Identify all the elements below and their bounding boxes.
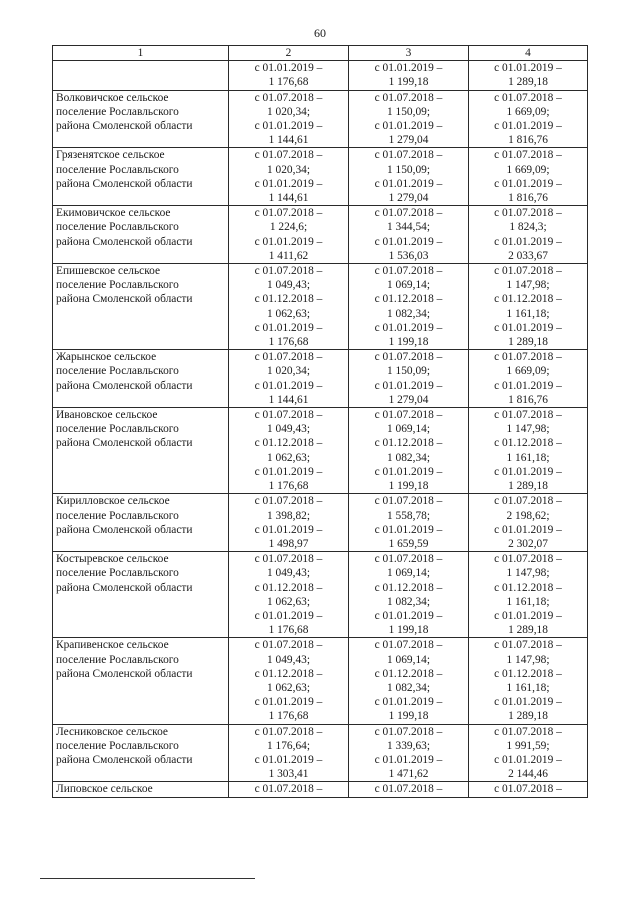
tariff-cell-col3 bbox=[349, 206, 469, 264]
tariff-cell-col2-line: с 01.01.2019 – bbox=[254, 321, 323, 334]
tariff-cell-col3-line: с 01.07.2018 – bbox=[374, 149, 443, 162]
tariff-cell-col2-line: 1 144,61 bbox=[268, 192, 309, 205]
tariff-cell-col2-line: с 01.07.2018 – bbox=[254, 639, 323, 652]
tariff-cell-col2-line: с 01.12.2018 – bbox=[254, 437, 323, 450]
tariff-cell-col4-line: 1 289,18 bbox=[508, 336, 548, 349]
column-header: 2 bbox=[229, 46, 349, 61]
settlement-name-cell-line: поселение Рославльского bbox=[56, 365, 179, 378]
tariff-cell-col4-line: с 01.01.2019 – bbox=[494, 379, 562, 392]
tariff-cell-col3-line: с 01.07.2018 – bbox=[374, 265, 443, 278]
settlement-name-cell bbox=[53, 350, 229, 408]
tariff-cell-col2-line: 1 049,43; bbox=[266, 567, 311, 580]
tariff-cell-col2-line: 1 176,68 bbox=[268, 480, 309, 493]
tariff-cell-col3-line: 1 082,34; bbox=[386, 451, 431, 464]
tariff-cell-col2-line: 1 176,68 bbox=[268, 624, 309, 637]
tariff-cell-col3 bbox=[349, 494, 469, 552]
tariff-cell-col3 bbox=[349, 61, 469, 90]
tariff-cell-col3-line: 1 279,04 bbox=[388, 393, 429, 406]
table-row bbox=[53, 350, 588, 408]
tariff-cell-col4-line: с 01.07.2018 – bbox=[494, 495, 562, 508]
tariff-cell-col4-line: 1 161,18; bbox=[506, 681, 550, 694]
tariff-cell-col2-line: с 01.07.2018 – bbox=[254, 207, 323, 220]
tariff-cell-col4-line: 1 816,76 bbox=[508, 192, 548, 205]
tariff-cell-col3-line: 1 199,18 bbox=[388, 336, 429, 349]
tariff-cell-col3-line: с 01.01.2019 – bbox=[374, 62, 443, 75]
tariff-cell-col4-line: 1 289,18 bbox=[508, 76, 548, 89]
tariff-cell-col3-line: 1 279,04 bbox=[388, 134, 429, 147]
tariff-cell-col2-line: с 01.01.2019 – bbox=[254, 177, 323, 190]
page-number: 60 bbox=[314, 26, 326, 40]
table-row bbox=[53, 206, 588, 264]
tariff-cell-col3-line: с 01.07.2018 – bbox=[374, 783, 443, 796]
tariff-cell-col4-line: с 01.01.2019 – bbox=[494, 753, 562, 766]
tariff-cell-col2 bbox=[229, 782, 349, 797]
tariff-cell-col3-line: 1 069,14; bbox=[386, 567, 431, 580]
tariff-cell-col3-line: 1 082,34; bbox=[386, 595, 431, 608]
settlement-name-cell bbox=[53, 61, 229, 90]
tariff-cell-col4 bbox=[469, 408, 588, 494]
tariff-cell-col4-line: 1 669,09; bbox=[506, 365, 550, 378]
table-row bbox=[53, 148, 588, 206]
tariff-cell-col2 bbox=[229, 494, 349, 552]
tariff-cell-col4 bbox=[469, 350, 588, 408]
tariff-cell-col2-line: с 01.01.2019 – bbox=[254, 120, 323, 133]
tariff-cell-col3-line: с 01.07.2018 – bbox=[374, 91, 443, 104]
table-row bbox=[53, 724, 588, 782]
tariff-cell-col2 bbox=[229, 638, 349, 724]
tariff-cell-col2 bbox=[229, 206, 349, 264]
tariff-cell-col2-line: 1 224,6; bbox=[269, 221, 308, 234]
tariff-cell-col2-line: 1 049,43; bbox=[266, 423, 311, 436]
tariff-cell-col2 bbox=[229, 148, 349, 206]
settlement-name-cell bbox=[53, 206, 229, 264]
tariff-cell-col3 bbox=[349, 724, 469, 782]
tariff-cell-col2-line: 1 176,64; bbox=[266, 739, 311, 752]
tariff-cell-col3-line: 1 069,14; bbox=[386, 423, 431, 436]
tariff-cell-col2-line: с 01.07.2018 – bbox=[254, 783, 323, 796]
tariff-cell-col4-line: с 01.01.2019 – bbox=[494, 120, 562, 133]
tariff-cell-col3-line: с 01.01.2019 – bbox=[374, 465, 443, 478]
settlement-name-cell-line: района Смоленской области bbox=[56, 177, 193, 190]
tariff-cell-col4-line: 1 161,18; bbox=[506, 595, 550, 608]
tariff-cell-col2-line: с 01.01.2019 – bbox=[254, 235, 323, 248]
settlement-name-cell-line: поселение Рославльского bbox=[56, 423, 179, 436]
settlement-name-cell-line: Волковичское сельское bbox=[56, 91, 169, 104]
tariff-cell-col4-line: с 01.01.2019 – bbox=[494, 321, 562, 334]
tariff-cell-col2-line: с 01.01.2019 – bbox=[254, 465, 323, 478]
tariff-cell-col4 bbox=[469, 90, 588, 148]
table-row bbox=[53, 264, 588, 350]
settlement-name-cell-line: поселение Рославльского bbox=[56, 509, 179, 522]
tariff-cell-col3-line: с 01.01.2019 – bbox=[374, 523, 443, 536]
settlement-name-cell-line: Кирилловское сельское bbox=[56, 495, 170, 508]
tariff-cell-col4 bbox=[469, 638, 588, 724]
tariff-cell-col4-line: с 01.07.2018 – bbox=[494, 639, 562, 652]
tariff-cell-col4-line: с 01.01.2019 – bbox=[494, 609, 562, 622]
tariff-cell-col2-line: 1 144,61 bbox=[268, 134, 309, 147]
tariff-cell-col3-line: 1 150,09; bbox=[386, 105, 431, 118]
tariff-cell-col3-line: с 01.01.2019 – bbox=[374, 120, 443, 133]
table-row bbox=[53, 552, 588, 638]
tariff-cell-col3-line: 1 069,14; bbox=[386, 279, 431, 292]
tariff-cell-col2 bbox=[229, 350, 349, 408]
settlement-name-cell-line: района Смоленской области bbox=[56, 523, 193, 536]
tariff-cell-col3-line: 1 199,18 bbox=[388, 710, 429, 723]
tariff-cell-col4-line: 1 289,18 bbox=[508, 710, 548, 723]
tariff-cell-col3-line: с 01.01.2019 – bbox=[374, 177, 443, 190]
settlement-name-cell-line: Епишевское сельское bbox=[56, 265, 161, 278]
tariff-cell-col4-line: с 01.01.2019 – bbox=[494, 523, 562, 536]
tariff-cell-col3-line: 1 082,34; bbox=[386, 307, 431, 320]
tariff-cell-col3-line: с 01.07.2018 – bbox=[374, 495, 443, 508]
settlement-name-cell-line: поселение Рославльского bbox=[56, 221, 179, 234]
tariff-cell-col2-line: с 01.01.2019 – bbox=[254, 753, 323, 766]
tariff-cell-col3-line: 1 659,59 bbox=[388, 537, 429, 550]
tariff-cell-col4-line: 1 289,18 bbox=[508, 624, 548, 637]
tariff-cell-col3-line: с 01.07.2018 – bbox=[374, 639, 443, 652]
tariff-cell-col3-line: с 01.01.2019 – bbox=[374, 379, 443, 392]
settlement-name-cell-line: района Смоленской области bbox=[56, 437, 193, 450]
settlement-name-cell bbox=[53, 148, 229, 206]
tariff-cell-col2-line: с 01.07.2018 – bbox=[254, 149, 323, 162]
settlement-name-cell-line: Ивановское сельское bbox=[56, 409, 158, 422]
settlement-name-cell-line: района Смоленской области bbox=[56, 667, 193, 680]
tariff-cell-col3-line: с 01.07.2018 – bbox=[374, 725, 443, 738]
settlement-name-cell-line: Грязенятское сельское bbox=[56, 149, 165, 162]
tariff-cell-col2-line: 1 049,43; bbox=[266, 279, 311, 292]
settlement-name-cell-line: района Смоленской области bbox=[56, 235, 193, 248]
tariff-cell-col4-line: с 01.01.2019 – bbox=[494, 235, 562, 248]
tariff-cell-col3 bbox=[349, 350, 469, 408]
settlement-name-cell-line: поселение Рославльского bbox=[56, 739, 179, 752]
settlement-name-cell-line: Лесниковское сельское bbox=[56, 725, 168, 738]
tariff-cell-col4-line: 2 198,62; bbox=[506, 509, 550, 522]
tariff-cell-col2-line: с 01.01.2019 – bbox=[254, 62, 323, 75]
settlement-name-cell-line: района Смоленской области bbox=[56, 120, 193, 133]
tariff-cell-col2-line: 1 020,34; bbox=[266, 365, 311, 378]
tariff-cell-col2 bbox=[229, 552, 349, 638]
tariff-cell-col3-line: с 01.01.2019 – bbox=[374, 753, 443, 766]
tariff-cell-col4 bbox=[469, 264, 588, 350]
tariff-cell-col4 bbox=[469, 206, 588, 264]
table-row bbox=[53, 494, 588, 552]
tariff-cell-col2-line: 1 398,82; bbox=[266, 509, 311, 522]
tariff-cell-col3-line: 1 199,18 bbox=[388, 480, 429, 493]
settlement-name-cell-line: Костыревское сельское bbox=[56, 553, 169, 566]
tariff-cell-col3 bbox=[349, 408, 469, 494]
settlement-name-cell bbox=[53, 494, 229, 552]
tariff-cell-col3-line: с 01.07.2018 – bbox=[374, 409, 443, 422]
tariff-cell-col2-line: с 01.07.2018 – bbox=[254, 553, 323, 566]
tariff-cell-col3-line: 1 150,09; bbox=[386, 365, 431, 378]
tariff-cell-col3-line: с 01.01.2019 – bbox=[374, 609, 443, 622]
tariff-cell-col4-line: 1 147,98; bbox=[506, 423, 550, 436]
tariff-cell-col4 bbox=[469, 61, 588, 90]
tariff-cell-col4-line: с 01.01.2019 – bbox=[494, 62, 562, 75]
tariff-cell-col3 bbox=[349, 638, 469, 724]
tariff-cell-col2-line: 1 176,68 bbox=[268, 710, 309, 723]
tariff-cell-col2-line: 1 049,43; bbox=[266, 653, 311, 666]
tariff-cell-col3 bbox=[349, 782, 469, 797]
tariff-cell-col2 bbox=[229, 264, 349, 350]
tariff-cell-col4-line: 2 302,07 bbox=[508, 537, 548, 550]
settlement-name-cell bbox=[53, 408, 229, 494]
settlement-name-cell-line: района Смоленской области bbox=[56, 293, 193, 306]
tariff-cell-col4 bbox=[469, 552, 588, 638]
tariff-cell-col3-line: с 01.12.2018 – bbox=[374, 293, 443, 306]
settlement-name-cell-line: Липовское сельское bbox=[56, 783, 153, 796]
settlement-name-cell-line: Екимовичское сельское bbox=[56, 207, 171, 220]
tariff-cell-col2-line: с 01.07.2018 – bbox=[254, 91, 323, 104]
tariff-cell-col4-line: 1 147,98; bbox=[506, 653, 550, 666]
tariff-cell-col4-line: 1 669,09; bbox=[506, 105, 550, 118]
tariff-cell-col3-line: 1 471,62 bbox=[388, 768, 429, 781]
settlement-name-cell-line: района Смоленской области bbox=[56, 581, 193, 594]
tariff-cell-col3 bbox=[349, 148, 469, 206]
tariff-cell-col4-line: с 01.07.2018 – bbox=[494, 725, 562, 738]
tariff-cell-col3-line: с 01.01.2019 – bbox=[374, 696, 443, 709]
tariff-cell-col4-line: с 01.07.2018 – bbox=[494, 149, 562, 162]
column-header: 4 bbox=[469, 46, 588, 61]
tariff-cell-col4-line: с 01.01.2019 – bbox=[494, 465, 562, 478]
tariff-cell-col2-line: с 01.07.2018 – bbox=[254, 725, 323, 738]
table-row bbox=[53, 408, 588, 494]
tariff-cell-col4-line: 2 144,46 bbox=[508, 768, 548, 781]
tariff-cell-col4-line: с 01.07.2018 – bbox=[494, 207, 562, 220]
table-body bbox=[53, 61, 588, 797]
tariff-cell-col4-line: с 01.12.2018 – bbox=[494, 581, 562, 594]
settlement-name-cell bbox=[53, 264, 229, 350]
tariff-cell-col3-line: 1 199,18 bbox=[388, 624, 429, 637]
settlement-name-cell-line: района Смоленской области bbox=[56, 753, 193, 766]
tariff-cell-col4-line: с 01.07.2018 – bbox=[494, 409, 562, 422]
tariff-cell-col2-line: 1 062,63; bbox=[266, 681, 311, 694]
tariff-cell-col4 bbox=[469, 148, 588, 206]
tariff-cell-col2-line: 1 303,41 bbox=[268, 768, 309, 781]
tariff-cell-col4-line: с 01.12.2018 – bbox=[494, 667, 562, 680]
header-row bbox=[53, 46, 588, 61]
tariff-cell-col3-line: с 01.07.2018 – bbox=[374, 351, 443, 364]
tariff-cell-col4 bbox=[469, 494, 588, 552]
tariff-cell-col2-line: с 01.01.2019 – bbox=[254, 523, 323, 536]
tariff-cell-col3-line: 1 536,03 bbox=[388, 249, 429, 262]
tariff-cell-col3-line: 1 339,63; bbox=[386, 739, 431, 752]
tariff-cell-col3-line: с 01.12.2018 – bbox=[374, 581, 443, 594]
tariff-cell-col4-line: 1 161,18; bbox=[506, 451, 550, 464]
tariff-cell-col2-line: 1 062,63; bbox=[266, 451, 311, 464]
tariff-cell-col2-line: с 01.07.2018 – bbox=[254, 351, 323, 364]
tariff-cell-col2-line: 1 062,63; bbox=[266, 595, 311, 608]
tariff-cell-col3 bbox=[349, 264, 469, 350]
tariff-table bbox=[52, 45, 588, 798]
settlement-name-cell-line: поселение Рославльского bbox=[56, 163, 179, 176]
settlement-name-cell-line: района Смоленской области bbox=[56, 379, 193, 392]
tariff-cell-col4 bbox=[469, 724, 588, 782]
tariff-cell-col2-line: 1 062,63; bbox=[266, 307, 311, 320]
settlement-name-cell-line: Жарынское сельское bbox=[56, 351, 157, 364]
tariff-cell-col2 bbox=[229, 408, 349, 494]
tariff-cell-col4-line: с 01.07.2018 – bbox=[494, 265, 562, 278]
tariff-cell-col3 bbox=[349, 90, 469, 148]
column-header: 1 bbox=[53, 46, 229, 61]
settlement-name-cell bbox=[53, 90, 229, 148]
tariff-cell-col4-line: 1 289,18 bbox=[508, 480, 548, 493]
column-header: 3 bbox=[349, 46, 469, 61]
tariff-cell-col3-line: с 01.07.2018 – bbox=[374, 207, 443, 220]
tariff-cell-col2 bbox=[229, 61, 349, 90]
table-row bbox=[53, 90, 588, 148]
tariff-cell-col2-line: с 01.12.2018 – bbox=[254, 581, 323, 594]
tariff-cell-col4-line: с 01.01.2019 – bbox=[494, 177, 562, 190]
tariff-cell-col4-line: с 01.07.2018 – bbox=[494, 553, 562, 566]
settlement-name-cell-line: поселение Рославльского bbox=[56, 105, 179, 118]
tariff-cell-col4-line: 1 991,59; bbox=[506, 739, 550, 752]
settlement-name-cell-line: поселение Рославльского bbox=[56, 653, 179, 666]
tariff-cell-col3-line: с 01.01.2019 – bbox=[374, 321, 443, 334]
tariff-cell-col3-line: с 01.12.2018 – bbox=[374, 667, 443, 680]
tariff-cell-col3-line: с 01.01.2019 – bbox=[374, 235, 443, 248]
tariff-cell-col3-line: 1 558,78; bbox=[386, 509, 431, 522]
settlement-name-cell-line: Крапивенское сельское bbox=[56, 639, 169, 652]
tariff-cell-col4-line: с 01.07.2018 – bbox=[494, 783, 562, 796]
tariff-cell-col2-line: 1 498,97 bbox=[268, 537, 309, 550]
tariff-cell-col4-line: 1 824,3; bbox=[509, 221, 547, 234]
tariff-cell-col4-line: с 01.07.2018 – bbox=[494, 351, 562, 364]
tariff-cell-col4-line: 1 816,76 bbox=[508, 393, 548, 406]
tariff-cell-col2-line: 1 020,34; bbox=[266, 105, 311, 118]
footnote-separator bbox=[40, 878, 255, 879]
tariff-cell-col4-line: 2 033,67 bbox=[508, 249, 548, 262]
tariff-cell-col2-line: с 01.01.2019 – bbox=[254, 379, 323, 392]
tariff-cell-col2-line: с 01.01.2019 – bbox=[254, 696, 323, 709]
tariff-cell-col2-line: с 01.12.2018 – bbox=[254, 667, 323, 680]
tariff-cell-col2-line: с 01.01.2019 – bbox=[254, 609, 323, 622]
tariff-cell-col3-line: 1 279,04 bbox=[388, 192, 429, 205]
tariff-cell-col4-line: 1 161,18; bbox=[506, 307, 550, 320]
settlement-name-cell bbox=[53, 638, 229, 724]
tariff-cell-col3-line: с 01.12.2018 – bbox=[374, 437, 443, 450]
tariff-cell-col2-line: 1 176,68 bbox=[268, 76, 309, 89]
tariff-cell-col2-line: с 01.07.2018 – bbox=[254, 495, 323, 508]
settlement-name-cell bbox=[53, 782, 229, 797]
tariff-cell-col4-line: с 01.07.2018 – bbox=[494, 91, 562, 104]
tariff-cell-col3 bbox=[349, 552, 469, 638]
tariff-cell-col2-line: 1 020,34; bbox=[266, 163, 311, 176]
tariff-cell-col2-line: 1 411,62 bbox=[268, 249, 309, 262]
tariff-cell-col3-line: 1 199,18 bbox=[388, 76, 429, 89]
tariff-cell-col2-line: с 01.07.2018 – bbox=[254, 409, 323, 422]
tariff-cell-col4-line: 1 669,09; bbox=[506, 163, 550, 176]
tariff-cell-col2-line: с 01.12.2018 – bbox=[254, 293, 323, 306]
tariff-cell-col4-line: с 01.12.2018 – bbox=[494, 437, 562, 450]
tariff-cell-col4 bbox=[469, 782, 588, 797]
tariff-cell-col4-line: с 01.01.2019 – bbox=[494, 696, 562, 709]
settlement-name-cell bbox=[53, 552, 229, 638]
tariff-cell-col4-line: 1 147,98; bbox=[506, 567, 550, 580]
tariff-cell-col2-line: 1 144,61 bbox=[268, 393, 309, 406]
tariff-cell-col4-line: с 01.12.2018 – bbox=[494, 293, 562, 306]
settlement-name-cell-line: поселение Рославльского bbox=[56, 279, 179, 292]
settlement-name-cell-line: поселение Рославльского bbox=[56, 567, 179, 580]
table-row bbox=[53, 61, 588, 90]
settlement-name-cell bbox=[53, 724, 229, 782]
tariff-cell-col2-line: 1 176,68 bbox=[268, 336, 309, 349]
tariff-cell-col2 bbox=[229, 90, 349, 148]
tariff-cell-col2-line: с 01.07.2018 – bbox=[254, 265, 323, 278]
tariff-cell-col3-line: с 01.07.2018 – bbox=[374, 553, 443, 566]
tariff-cell-col3-line: 1 082,34; bbox=[386, 681, 431, 694]
tariff-cell-col3-line: 1 150,09; bbox=[386, 163, 431, 176]
tariff-cell-col4-line: 1 816,76 bbox=[508, 134, 548, 147]
tariff-cell-col3-line: 1 344,54; bbox=[386, 221, 431, 234]
table-row bbox=[53, 782, 588, 797]
tariff-cell-col3-line: 1 069,14; bbox=[386, 653, 431, 666]
table-row bbox=[53, 638, 588, 724]
tariff-cell-col4-line: 1 147,98; bbox=[506, 279, 550, 292]
tariff-cell-col2 bbox=[229, 724, 349, 782]
